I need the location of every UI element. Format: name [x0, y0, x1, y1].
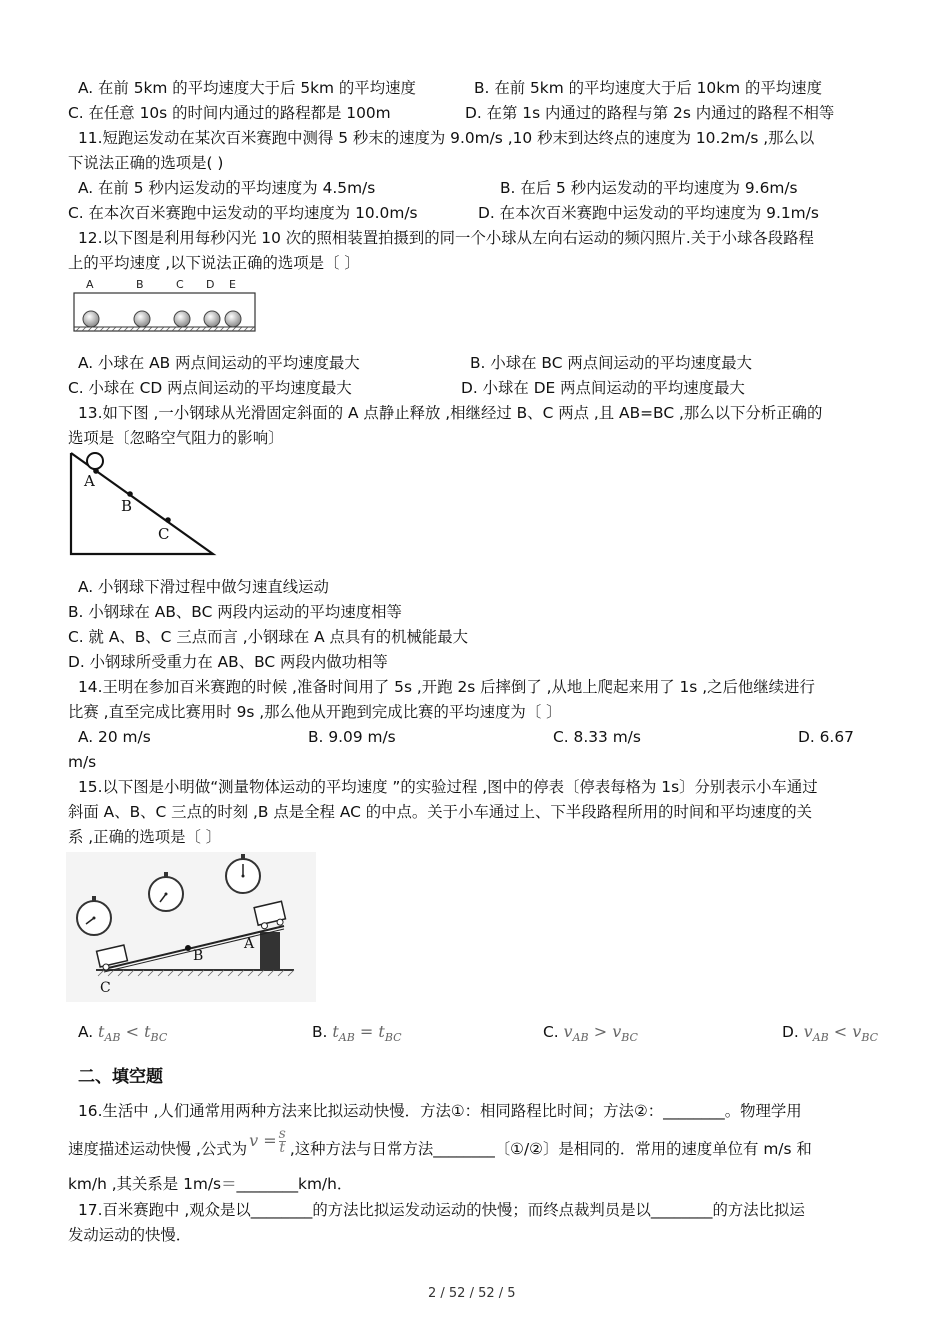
q11-stem-line2: 下说法正确的选项是( )	[68, 154, 224, 172]
q13-stem-line1: 13.如下图 ,一小钢球从光滑固定斜面的 A 点静止释放 ,相继经过 B、C 两点 ,且 AB=BC ,那么以下分析正确的	[78, 404, 823, 422]
strobe-hatching	[76, 327, 254, 331]
q16-stem-line2	[68, 1126, 812, 1163]
q15-d-sub2: BC	[861, 1031, 879, 1045]
q12-option-a: A. 小球在 AB 两点间运动的平均速度最大	[78, 354, 360, 372]
q13-option-b: B. 小钢球在 AB、BC 两段内运动的平均速度相等	[68, 603, 402, 621]
page-footer: 2 / 52 / 52 / 5	[428, 1286, 516, 1301]
q17-stem-line1: 17.百米赛跑中 ,观众是以________的方法比拟运发动运动的快慢；而终点裁判员是以________的方法比拟运	[78, 1201, 805, 1219]
support-block	[260, 932, 280, 970]
q15-b-sub2: BC	[384, 1031, 402, 1045]
q10-option-a: A. 在前 5km 的平均速度大于后 5km 的平均速度	[78, 79, 416, 97]
q15-option-d-prefix: D.	[782, 1023, 804, 1041]
q12-option-b: B. 小球在 BC 两点间运动的平均速度最大	[470, 354, 753, 372]
label-c: C	[158, 525, 170, 543]
strobe-label-c: C	[176, 278, 184, 291]
q15-b-main: t	[332, 1022, 339, 1041]
strobe-label-a: A	[86, 278, 94, 291]
q16-line2-text-a: 速度描述运动快慢 ,公式为	[68, 1140, 248, 1158]
q12-option-d: D. 小球在 DE 两点间运动的平均速度最大	[461, 379, 745, 397]
q15-c-main2: v	[612, 1022, 622, 1041]
strobe-ball-a	[83, 311, 99, 327]
q15-option-b-prefix: B.	[312, 1023, 333, 1041]
q14-option-a: A. 20 m/s	[78, 728, 151, 746]
q15-option-c-prefix: C.	[543, 1023, 564, 1041]
q15-c-main: v	[563, 1022, 573, 1041]
q11-option-a: A. 在前 5 秒内运发动的平均速度为 4.5m/s	[78, 179, 376, 197]
section-title-fill-blank: 二、填空题	[78, 1067, 163, 1087]
q16-line2-text-b: ,这种方法与日常方法________〔①/②〕是相同的．常用的速度单位有 m/s 和	[289, 1140, 812, 1158]
q15-d-op: <	[828, 1022, 853, 1041]
incline-figure	[66, 450, 218, 558]
q17-stem-line2: 发动运动的快慢．	[68, 1226, 192, 1244]
q15-option-a-prefix: A.	[78, 1023, 99, 1041]
strobe-ball-b	[134, 311, 150, 327]
q13-stem-line2: 选项是〔忽略空气阻力的影响〕	[68, 429, 284, 447]
q15-stem-line3: 系 ,正确的选项是〔 〕	[68, 828, 222, 846]
q16-formula-numerator: s	[278, 1126, 286, 1142]
q14-stem-line2: 比赛 ,直至完成比赛用时 9s ,那么他从开跑到完成比赛的平均速度为〔 〕	[68, 703, 562, 721]
q12-stem-line2: 上的平均速度 ,以下说法正确的选项是〔 〕	[68, 254, 360, 272]
q10-option-d: D. 在第 1s 内通过的路程与第 2s 内通过的路程不相等	[465, 104, 835, 122]
q15-a-main2: t	[144, 1022, 151, 1041]
q13-option-c: C. 就 A、B、C 三点而言 ,小钢球在 A 点具有的机械能最大	[68, 628, 469, 646]
q15-c-op: >	[588, 1022, 613, 1041]
q15-option-c	[543, 1022, 638, 1048]
point-b-dot	[185, 945, 191, 951]
q10-option-b: B. 在前 5km 的平均速度大于后 10km 的平均速度	[474, 79, 822, 97]
q11-stem-line1: 11.短跑运发动在某次百米赛跑中测得 5 秒末的速度为 9.0m/s ,10 秒末到达终点的速度为 10.2m/s ,那么以	[78, 129, 815, 147]
incline-label-b: B	[193, 948, 204, 964]
q14-option-d-unit: m/s	[68, 753, 97, 771]
q15-b-sub1: AB	[338, 1031, 355, 1045]
q13-option-d: D. 小钢球所受重力在 AB、BC 两段内做功相等	[68, 653, 388, 671]
q15-b-op: =	[354, 1022, 379, 1041]
strobe-ball-d	[204, 311, 220, 327]
strobe-ball-c	[174, 311, 190, 327]
q16-formula-v: v =	[249, 1131, 277, 1150]
incline-label-c: C	[100, 980, 111, 996]
q15-option-d	[782, 1022, 878, 1048]
q16-stem-line1: 16.生活中 ,人们通常用两种方法来比拟运动快慢．方法①：相同路程比时间；方法②：________。物理学用	[78, 1102, 802, 1120]
strobe-label-d: D	[206, 278, 215, 291]
q16-formula-denominator: t	[279, 1140, 286, 1156]
q12-option-c: C. 小球在 CD 两点间运动的平均速度最大	[68, 379, 352, 397]
q15-c-sub1: AB	[572, 1031, 589, 1045]
q15-a-main: t	[98, 1022, 105, 1041]
q13-option-a: A. 小钢球下滑过程中做匀速直线运动	[78, 578, 329, 596]
steel-ball	[87, 453, 103, 469]
q15-d-sub1: AB	[812, 1031, 829, 1045]
strobe-label-b: B	[136, 278, 144, 291]
q15-stem-line1: 15.以下图是小明做“测量物体运动的平均速度 ”的实验过程 ,图中的停表〔停表每格为 1s〕分别表示小车通过	[78, 778, 818, 796]
point-b	[127, 491, 133, 497]
q12-stem-line1: 12.以下图是利用每秒闪光 10 次的照相装置拍摄到的同一个小球从左向右运动的频闪照片.关于小球各段路程	[78, 229, 814, 247]
q11-option-d: D. 在本次百米赛跑中运发动的平均速度为 9.1m/s	[478, 204, 819, 222]
q16-stem-line3: km/h ,其关系是 1m/s＝________km/h．	[68, 1175, 353, 1193]
q15-c-sub2: BC	[621, 1031, 638, 1045]
q15-a-sub2: BC	[150, 1031, 168, 1045]
q15-b-main2: t	[378, 1022, 385, 1041]
incline-label-a: A	[244, 936, 255, 952]
q14-stem-line1: 14.王明在参加百米赛跑的时候 ,准备时间用了 5s ,开跑 2s 后摔倒了 ,从地上爬起来用了 1s ,之后他继续进行	[78, 678, 815, 696]
q14-option-d: D. 6.67	[798, 728, 854, 746]
q15-option-a	[78, 1022, 167, 1048]
strobe-ball-e	[225, 311, 241, 327]
q14-option-b: B. 9.09 m/s	[308, 728, 396, 746]
q16-formula-fraction	[279, 1128, 286, 1155]
q11-option-c: C. 在本次百米赛跑中运发动的平均速度为 10.0m/s	[68, 204, 418, 222]
point-c	[165, 517, 171, 523]
q15-d-main: v	[803, 1022, 813, 1041]
q14-option-c: C. 8.33 m/s	[553, 728, 641, 746]
strobe-label-e: E	[229, 278, 236, 291]
q15-a-sub1: AB	[104, 1031, 121, 1045]
q15-a-op: <	[120, 1022, 145, 1041]
q15-stem-line2: 斜面 A、B、C 三点的时刻 ,B 点是全程 AC 的中点。关于小车通过上、下半段路程所用的时间和平均速度的关	[68, 803, 813, 821]
q15-option-b	[312, 1022, 402, 1048]
q11-option-b: B. 在后 5 秒内运发动的平均速度为 9.6m/s	[500, 179, 798, 197]
label-b: B	[121, 497, 133, 515]
label-a: A	[84, 472, 95, 490]
q10-option-c: C. 在任意 10s 的时间内通过的路程都是 100m	[68, 104, 391, 122]
q15-d-main2: v	[852, 1022, 862, 1041]
strobe-photo-figure	[72, 276, 258, 338]
stopwatch-incline-figure	[66, 852, 316, 1002]
